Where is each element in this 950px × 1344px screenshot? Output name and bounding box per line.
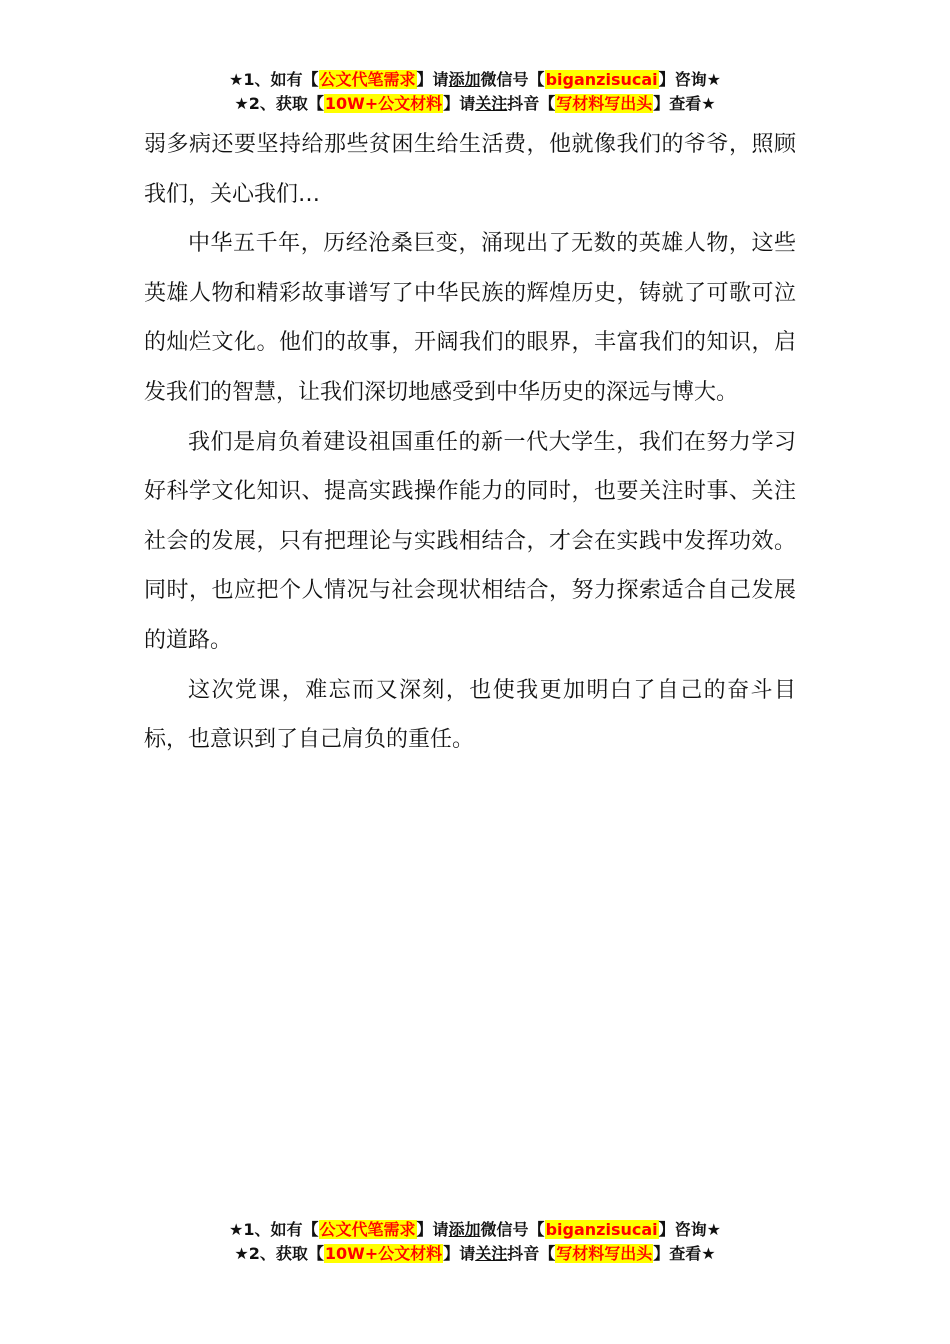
banner-line-1 [0,1218,950,1242]
banner-text: 抖音【 [507,1244,556,1263]
paragraph: 我们是肩负着建设祖国重任的新一代大学生，我们在努力学习好科学文化知识、提高实践操作能力的同时，也要关注时事、关注社会的发展，只有把理论与实践相结合，才会在实践中发挥功效。同时，也应把个人情况与社会现状相结合，努力探索适合自己发展的道路。 [144,429,796,653]
highlight-wechat-id: biganzisucai [545,70,658,89]
banner-underlined-text: 关注 [475,1244,508,1263]
highlight-wechat-id: biganzisucai [545,1220,658,1239]
highlight-douyin-account: 写材料写出头 [556,94,653,113]
header-banner [0,68,950,116]
banner-text: 微信号【 [480,70,545,89]
banner-text: 】查看★ [653,94,716,113]
banner-text: ★2、获取【 [234,94,324,113]
banner-underlined-text: 添加 [448,1220,481,1239]
banner-text: 】查看★ [653,1244,716,1263]
banner-text: 抖音【 [507,94,556,113]
highlight-materials: 10W+公文材料 [324,1244,443,1263]
paragraph: 中华五千年，历经沧桑巨变，涌现出了无数的英雄人物，这些英雄人物和精彩故事谱写了中华民族的辉煌历史，铸就了可歌可泣的灿烂文化。他们的故事，开阔我们的眼界，丰富我们的知识，启发我们的智慧，让我们深切地感受到中华历史的深远与博大。 [144,231,796,405]
banner-text: ★1、如有【 [229,1220,319,1239]
banner-text: ★1、如有【 [229,70,319,89]
paragraph: 这次党课，难忘而又深刻，也使我更加明白了自己的奋斗目标，也意识到了自己肩负的重任。 [144,677,796,753]
banner-underlined-text: 关注 [475,94,508,113]
banner-text: 】请 [416,1220,449,1239]
banner-text: 】请 [416,70,449,89]
banner-text: 】咨询★ [658,70,721,89]
document-body [144,120,796,765]
banner-text: 微信号【 [480,1220,545,1239]
banner-line-2 [0,1242,950,1266]
highlight-service: 公文代笔需求 [319,1220,416,1239]
highlight-materials: 10W+公文材料 [324,94,443,113]
banner-text: 】咨询★ [658,1220,721,1239]
footer-banner [0,1218,950,1266]
highlight-service: 公文代笔需求 [319,70,416,89]
banner-text: ★2、获取【 [234,1244,324,1263]
paragraph-continued: 弱多病还要坚持给那些贫困生给生活费，他就像我们的爷爷，照顾我们，关心我们… [144,132,796,207]
banner-line-2 [0,92,950,116]
banner-text: 】请 [443,1244,476,1263]
highlight-douyin-account: 写材料写出头 [556,1244,653,1263]
banner-underlined-text: 添加 [448,70,481,89]
banner-text: 】请 [443,94,476,113]
banner-line-1 [0,68,950,92]
